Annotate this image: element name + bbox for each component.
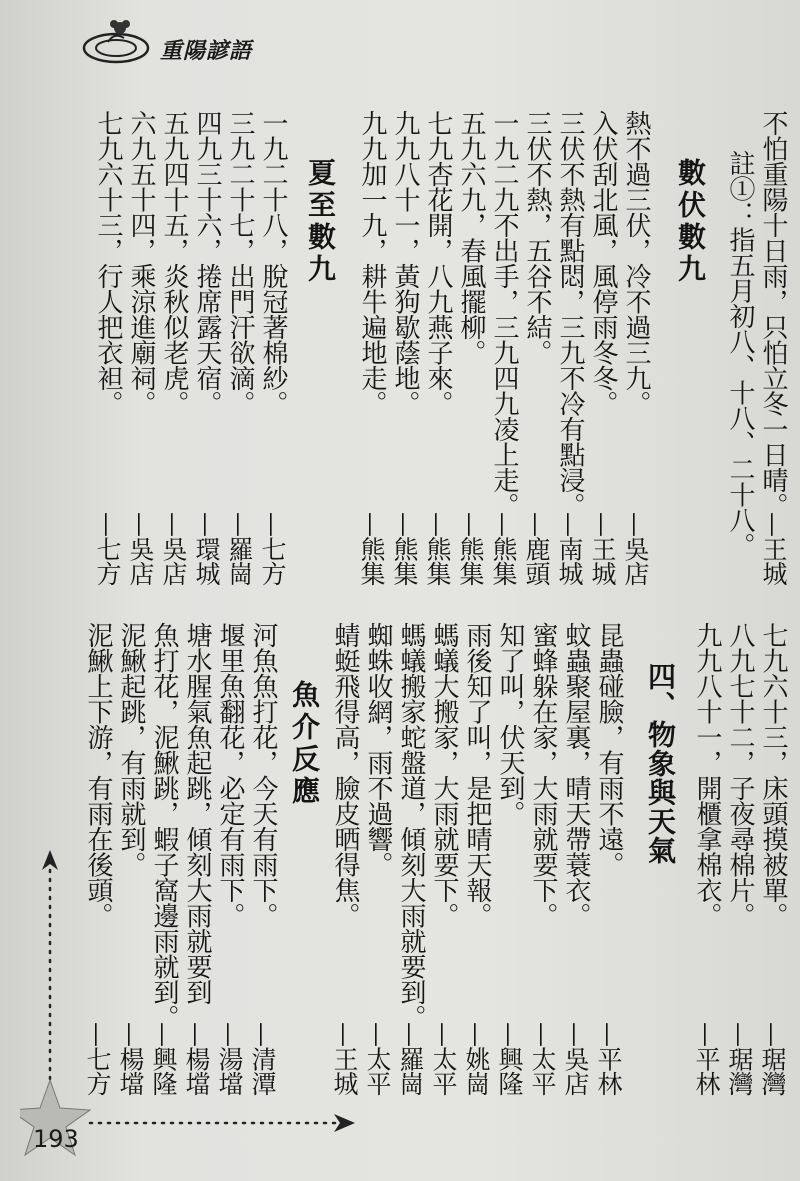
attribution: —吳店 [561, 1022, 590, 1096]
attribution: —王城 [330, 1022, 359, 1096]
proverb-line: 魚打花，泥鰍跳，蝦子窩邊雨就到。 [149, 622, 179, 1030]
attribution: —七方 [93, 512, 122, 586]
attribution: —熊集 [489, 512, 518, 586]
attribution: —七方 [258, 512, 287, 586]
proverb-line: 七九六十三，行人把衣袒。 [93, 110, 123, 416]
attribution: —熊集 [456, 512, 485, 586]
proverb-line: 九九八十一，開櫃拿棉衣。 [692, 622, 722, 928]
section-title-xiazhi: 夏至數九 [304, 158, 337, 286]
proverb-line: 四九三十六，捲席露天宿。 [192, 110, 222, 416]
proverb-line: 螞蟻大搬家，大雨就要下。 [429, 622, 459, 928]
dotted-arrow-decoration [20, 840, 360, 1160]
attribution: —琚灣 [725, 1022, 754, 1096]
attribution: —南城 [555, 512, 584, 586]
attribution: —羅崗 [225, 512, 254, 586]
proverb-line: 蜘蛛收網，雨不過響。 [363, 622, 393, 877]
attribution: —太平 [528, 1022, 557, 1096]
proverb-line: 入伏刮北風，風停雨冬冬。 [588, 110, 618, 416]
attribution: —熊集 [423, 512, 452, 586]
proverb-line: 泥鰍起跳，有雨就到。 [116, 622, 146, 877]
attribution: —湯壋 [215, 1022, 244, 1096]
attribution: —鹿頭 [522, 512, 551, 586]
proverb-line: 六九五十四，乘涼進廟祠。 [126, 110, 156, 416]
proverb-line: 蜜蜂躲在家，大雨就要下。 [528, 622, 558, 928]
proverb-line: 五九六九，春風擺柳。 [456, 110, 486, 365]
intro-attribution: —王城 [759, 512, 788, 586]
attribution: —興隆 [149, 1022, 178, 1096]
proverb-line: 五九四十五，炎秋似老虎。 [159, 110, 189, 416]
section-title-wuxiang: 四、物象與天氣 [644, 662, 677, 865]
attribution: —熊集 [390, 512, 419, 586]
proverb-line: 一九二十八，脫冠著棉紗。 [258, 110, 288, 416]
arrow-up-icon [42, 850, 58, 870]
proverb-line: 九九八十一，黃狗歇蔭地。 [390, 110, 420, 416]
proverb-line: 螞蟻搬家蛇盤道，傾刻大雨就要到。 [396, 622, 426, 1030]
attribution: —太平 [429, 1022, 458, 1096]
proverb-line: 三伏不熱，五谷不結。 [522, 110, 552, 365]
arrow-right-icon [334, 1114, 355, 1132]
attribution: —清潭 [248, 1022, 277, 1096]
proverb-line: 八九七十二，子夜尋棉片。 [725, 622, 755, 928]
proverb-line: 七九六十三，床頭摸被單。 [758, 622, 788, 928]
proverb-line: 三伏不熱有點悶，三九不冷有點浸。 [555, 110, 585, 518]
flower-cloud-logo-icon [80, 18, 155, 66]
attribution: —吳店 [126, 512, 155, 586]
proverb-line: 雨後知了叫，是把晴天報。 [462, 622, 492, 928]
proverb-line: 塘水腥氣魚起跳，傾刻大雨就要到 [182, 622, 212, 1005]
attribution: —熊集 [357, 512, 386, 586]
attribution: —吳店 [159, 512, 188, 586]
attribution: —平林 [594, 1022, 623, 1096]
section-title-yujie: 魚介反應 [288, 680, 321, 808]
page-number: 193 [33, 1125, 79, 1153]
attribution: —平林 [692, 1022, 721, 1096]
attribution: —太平 [363, 1022, 392, 1096]
proverb-line: 蜻蜓飛得高，臉皮晒得焦。 [330, 622, 360, 928]
intro-note: 註①：指五月初八、十八、二十八。 [725, 150, 755, 558]
attribution: —姚崗 [462, 1022, 491, 1096]
attribution: —興隆 [495, 1022, 524, 1096]
attribution: —楊壋 [182, 1022, 211, 1096]
proverb-line: 九九加一九，耕牛遍地走。 [357, 110, 387, 416]
attribution: —楊壋 [116, 1022, 145, 1096]
proverb-line: 三九二十七，出門汗欲滴。 [225, 110, 255, 416]
proverb-line: 蚊蟲聚屋裏，晴天帶蓑衣。 [561, 622, 591, 928]
proverb-line: 知了叫，伏天到。 [495, 622, 525, 826]
attribution: —琚灣 [758, 1022, 787, 1096]
proverb-line: 昆蟲碰臉，有雨不遠。 [594, 622, 624, 877]
proverb-line: 一九二九不出手，三九四九凌上走。 [489, 110, 519, 518]
section-title-shufu: 數伏數九 [674, 158, 707, 286]
attribution: —環城 [192, 512, 221, 586]
attribution: —王城 [588, 512, 617, 586]
proverb-line: 堰里魚翻花，必定有雨下。 [215, 622, 245, 928]
proverb-line: 七九杏花開，八九燕子來。 [423, 110, 453, 416]
proverb-line: 河魚魚打花，今天有雨下。 [248, 622, 278, 928]
intro-line: 不怕重陽十日雨，只怕立冬一日晴。 [758, 110, 788, 518]
proverb-line: 熱不過三伏，冷不過三九。 [621, 110, 651, 416]
attribution: —吳店 [621, 512, 650, 586]
proverb-line: 泥鰍上下游，有雨在後頭。 [83, 622, 113, 928]
attribution: —羅崗 [396, 1022, 425, 1096]
book-title: 重陽諺語 [160, 39, 253, 64]
attribution: —七方 [83, 1022, 112, 1096]
